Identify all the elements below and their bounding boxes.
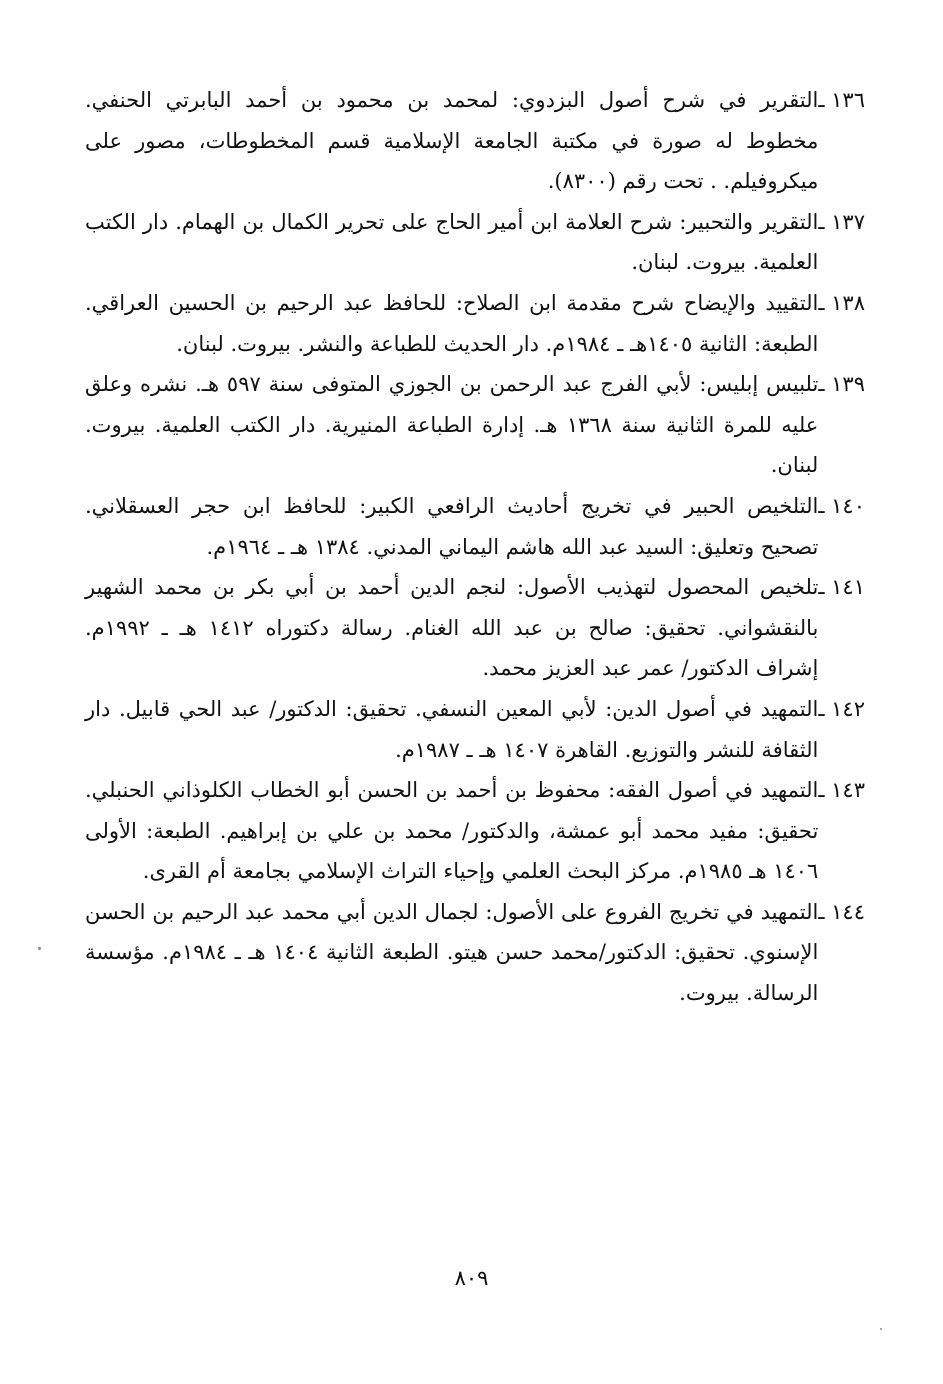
bibliography-entry [85, 486, 865, 567]
entry-text: التلخيص الحبير في تخريج أحاديث الرافعي الكبير: للحافظ ابن حجر العسقلاني. تصحيح وتعليق: السيد عبد الله هاشم اليماني المدني. ١٣٨٤ هـ ـ ١٩٦٤م. [85, 493, 819, 559]
bibliography-entry [85, 80, 865, 202]
page-number: ٨٠٩ [454, 1266, 489, 1290]
entry-number: ١٣٦ ـ [818, 88, 865, 112]
scan-speck [880, 1328, 882, 1330]
bibliography-entry [85, 364, 865, 486]
bibliography-entry [85, 283, 865, 364]
bibliography-list [85, 80, 865, 1014]
scan-speck [38, 947, 41, 950]
bibliography-entry [85, 770, 865, 892]
entry-text: التقرير في شرح أصول البزدوي: لمحمد بن محمود بن أحمد البابرتي الحنفي. مخطوط له صورة في مكتبة الجامعة الإسلامية قسم المخطوطات، مصور على ميكروفيلم. . تحت رقم (٨٣٠٠). [85, 88, 819, 194]
entry-text: تلخيص المحصول لتهذيب الأصول: لنجم الدين أحمد بن أبي بكر بن محمد الشهير بالنقشواني. تحقيق: صالح بن عبد الله الغنام. رسالة دكتوراه ١٤١٢ هـ ـ ١٩٩٢م. إشراف الدكتور/ عمر عبد العزيز محمد. [85, 575, 819, 681]
entry-text: التمهيد في تخريج الفروع على الأصول: لجمال الدين أبي محمد عبد الرحيم بن الحسن الإسنوي. تحقيق: الدكتور/محمد حسن هيتو. الطبعة الثانية ١٤٠٤ هـ ـ ١٩٨٤م. مؤسسة الرسالة. بيروت. [85, 899, 819, 1006]
entry-text: تلبيس إبليس: لأبي الفرج عبد الرحمن بن الجوزي المتوفى سنة ٥٩٧ هـ. نشره وعلق عليه للمرة الثانية سنة ١٣٦٨ هـ. إدارة الطباعة المنيرية. دار الكتب العلمية. بيروت. لبنان. [85, 372, 819, 478]
entry-number: ١٣٨ ـ [818, 290, 865, 315]
entry-number: ١٣٧ ـ [818, 209, 865, 234]
entry-number: ١٤١ ـ [818, 575, 865, 600]
entry-text: التمهيد في أصول الفقه: محفوظ بن أحمد بن الحسن أبو الخطاب الكلوذاني الحنبلي. تحقيق: مفيد محمد أبو عمشة، والدكتور/ محمد بن علي بن إبراهيم. الطبعة: الأولى ١٤٠٦ هـ ١٩٨٥م. مركز البحث العلمي وإحياء التراث الإسلامي بجامعة أم القرى. [85, 778, 819, 884]
entry-number: ١٣٩ ـ [818, 372, 865, 397]
entry-number: ١٤٠ ـ [818, 493, 865, 518]
entry-text: التقرير والتحبير: شرح العلامة ابن أمير الحاج على تحرير الكمال بن الهمام. دار الكتب العلمية. بيروت. لبنان. [85, 209, 819, 275]
entry-text: التقييد والإيضاح شرح مقدمة ابن الصلاح: للحافظ عبد الرحيم بن الحسين العراقي. الطبعة: الثانية ١٤٠٥هـ ـ ١٩٨٤م. دار الحديث للطباعة والنشر. بيروت. لبنان. [85, 290, 819, 356]
entry-number: ١٤٢ ـ [818, 696, 865, 721]
entry-number: ١٤٣ ـ [818, 778, 865, 803]
entry-text: التمهيد في أصول الدين: لأبي المعين النسفي. تحقيق: الدكتور/ عبد الحي قابيل. دار الثقافة للنشر والتوزيع. القاهرة ١٤٠٧ هـ ـ ١٩٨٧م. [85, 696, 819, 762]
bibliography-entry [85, 892, 865, 1014]
bibliography-entry [85, 567, 865, 689]
bibliography-entry [85, 689, 865, 770]
entry-number: ١٤٤ ـ [818, 899, 865, 924]
bibliography-entry [85, 202, 865, 283]
